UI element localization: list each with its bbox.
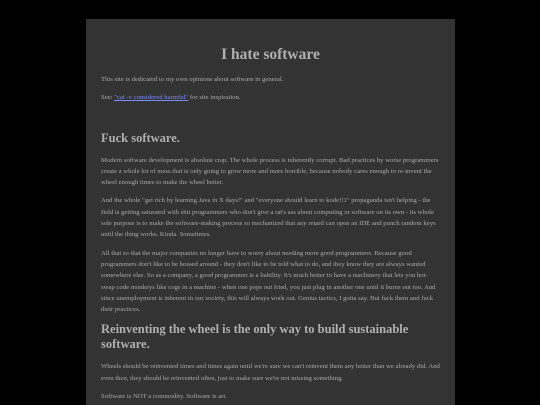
paragraph: Wheels should be reinvented times and times again until we're sure we can't reinvent them any better than we already did. And even then, they should be reinvented often, just to make sure we're not missing something.	[101, 363, 440, 382]
page-content	[86, 19, 455, 405]
intro-text: This site is dedicated to my own opinions about software in general.	[101, 76, 284, 83]
cat-v-link[interactable]: "cat -v considered harmful"	[114, 94, 189, 102]
paragraph: Software is NOT a commodity. Software is art.	[101, 393, 227, 401]
see-suffix: for site inspiration.	[189, 94, 241, 102]
page-title: I hate software	[221, 46, 320, 63]
section-heading-reinventing-wheel: Reinventing the wheel is the only way to build sustainable software.	[101, 322, 409, 352]
inspiration-line	[101, 92, 440, 103]
paragraph: Modern software development is absolute crap. The whole process is inherently corrupt. Bad practices by worse programmers create a whole lot of mess that is only going to grow more and more horrible, because nobody cares enough to re-invent the wheel enough times to make the wheel better.	[101, 156, 439, 187]
section-heading-fuck-software: Fuck software.	[101, 130, 180, 145]
see-prefix: See:	[101, 94, 113, 102]
paragraph: All that so that the major companies no longer have to worry about needing more good programmers. Because good programmers don't like to be bossed around - they don't like to be told what to do, and they know they are always wanted somewhere else. So as a company, a good programmer is a liability. It's much better to have a machinery that lets you hot-swap code monkeys like cogs in a machine - when one pops out fried, you just plug in another one until it burns out too. And since unemployment is inherent in our society, this will always work out. Genius tactics, I gotta say. But fuck them and fuck their practices.	[101, 249, 436, 314]
paragraph: And the whole "get rich by learning Java in X days!" and "everyone should learn to kode!!1" propaganda isn't helping - the field is getting saturated with shit programmers who don't give a rat's ass about computing or software on its own - its whole sole purpose is to make the software-making process so mechanized that any retard can open an IDE and punch random keys until the thing works. Kinda. Sometimes.	[101, 197, 436, 239]
